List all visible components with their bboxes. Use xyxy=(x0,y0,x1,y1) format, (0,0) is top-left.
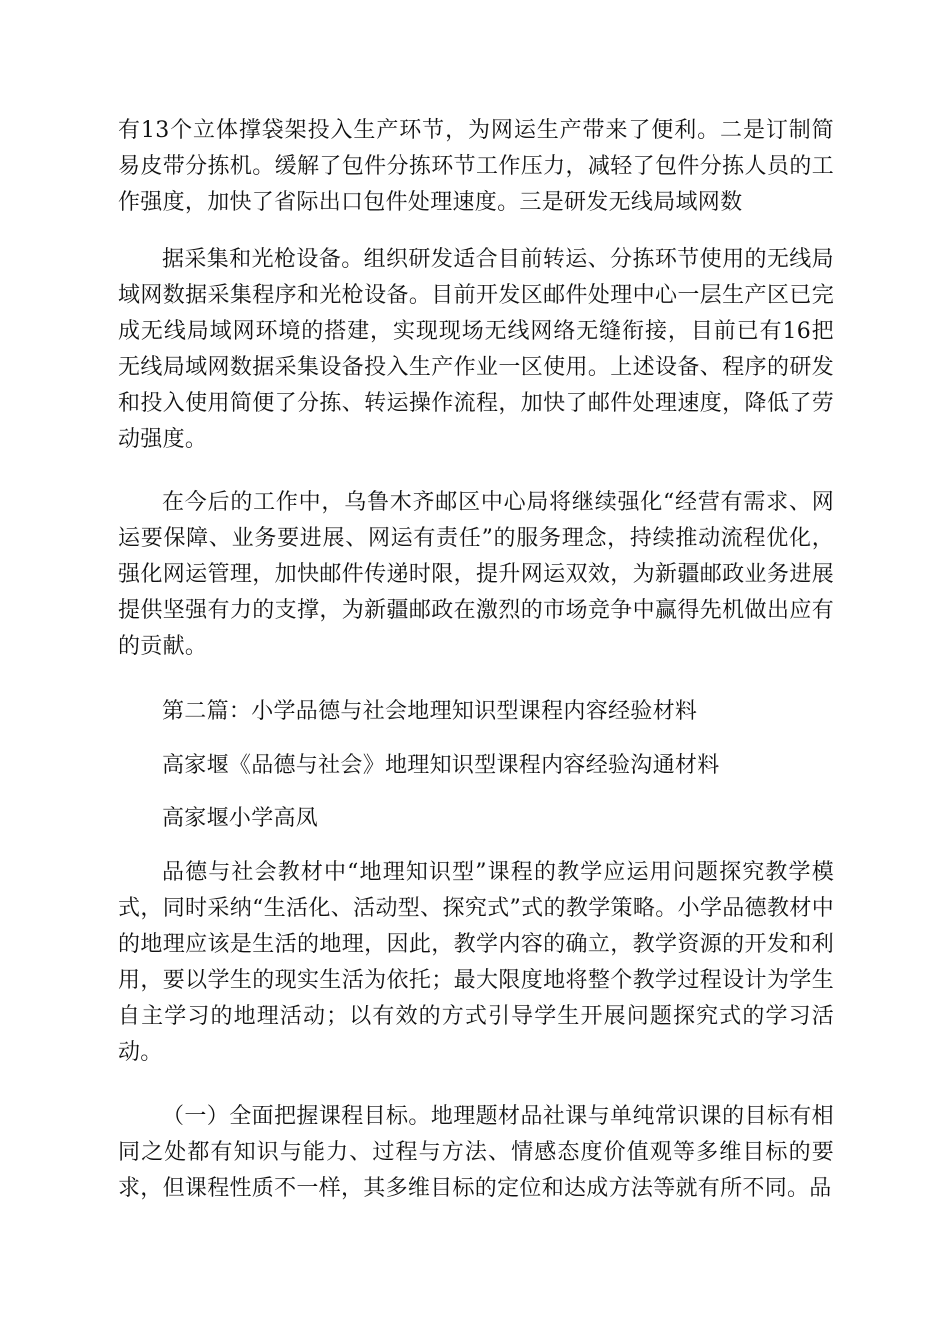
paragraph-3: 在今后的工作中，乌鲁木齐邮区中心局将继续强化“经营有需求、网运要保障、业务要进展、网运有责任”的服务理念，持续推动流程优化，强化网运管理，加快邮件传递时限，提升网运双效，为新疆邮政业务进展提供坚强有力的支撑，为新疆邮政在激烈的市场竞争中赢得先机做出应有的贡献。 xyxy=(118,490,834,659)
paragraph-5: （一）全面把握课程目标。地理题材品社课与单纯常识课的目标有相同之处都有知识与能力、过程与方法、情感态度价值观等多维目标的要求，但课程性质不一样，其多维目标的定位和达成方法等就有所不同。品 xyxy=(118,1104,834,1201)
paragraph-2: 据采集和光枪设备。组织研发适合目前转运、分拣环节使用的无线局域网数据采集程序和光枪设备。目前开发区邮件处理中心一层生产区已完成无线局域网环境的搭建，实现现场无线网络无缝衔接，目前已有16把无线局域网数据采集设备投入生产作业一区使用。上述设备、程序的研发和投入使用简便了分拣、转运操作流程，加快了邮件处理速度，降低了劳动强度。 xyxy=(118,247,834,452)
section-heading: 第二篇：小学品德与社会地理知识型课程内容经验材料 xyxy=(162,699,698,724)
paragraph-1: 有13个立体撑袋架投入生产环节，为网运生产带来了便利。二是订制简易皮带分拣机。缓解了包件分拣环节工作压力，减轻了包件分拣人员的工作强度，加快了省际出口包件处理速度。三是研发无线局域网数 xyxy=(118,118,834,215)
paragraph-4: 品德与社会教材中“地理知识型”课程的教学应运用问题探究教学模式，同时采纳“生活化、活动型、探究式”式的教学策略。小学品德教材中的地理应该是生活的地理，因此，教学内容的确立，教学资源的开发和利用，要以学生的现实生活为依托；最大限度地将整个教学过程设计为学生自主学习的地理活动；以有效的方式引导学生开展问题探究式的学习活动。 xyxy=(118,860,834,1065)
material-title: 高家堰《品德与社会》地理知识型课程内容经验沟通材料 xyxy=(162,753,720,778)
author-line: 高家堰小学高凤 xyxy=(162,806,319,831)
